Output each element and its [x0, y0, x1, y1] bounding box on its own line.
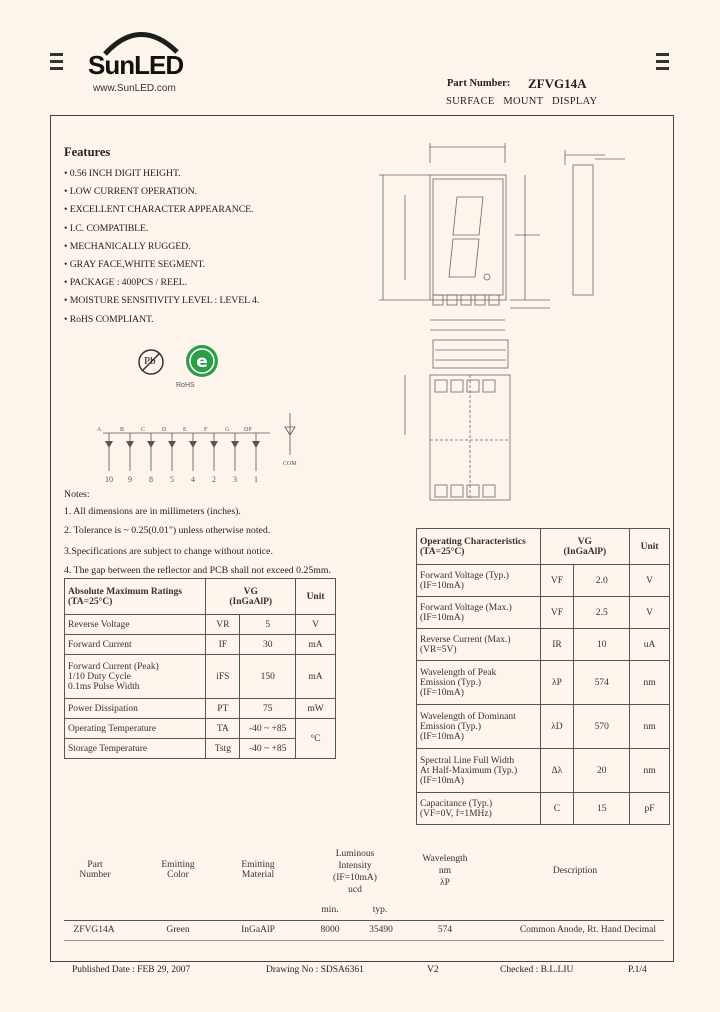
logo-url[interactable]: www.SunLED.com: [93, 83, 176, 94]
row-typ: 35490: [369, 925, 393, 935]
selection-bottom-line: [64, 940, 664, 941]
svg-text:e: e: [196, 352, 208, 372]
row-min: 8000: [320, 925, 340, 935]
row-color: Green: [166, 925, 190, 935]
rohs-icon: [184, 343, 220, 379]
table-row: Capacitance (Typ.) (VF=0V, f=1MHz) C 15 pF: [417, 793, 670, 825]
table-row: Forward Current IF 30 mA: [65, 635, 336, 655]
row-part: ZFVG14A: [73, 925, 115, 935]
table-row: Wavelength of Peak Emission (Typ.) (IF=10mA) λP 574 nm: [417, 661, 670, 705]
segment-label: D: [162, 427, 167, 433]
features-list: [64, 165, 364, 329]
abs-header-param: Absolute Maximum Ratings (TA=25°C): [65, 579, 206, 615]
row-material: InGaAlP: [241, 925, 275, 935]
table-row: Reverse Voltage VR 5 V: [65, 615, 336, 635]
pin-label: 4: [191, 475, 195, 484]
op-header-unit: Unit: [630, 529, 670, 565]
version: V2: [427, 965, 439, 975]
table-row: Wavelength of Dominant Emission (Typ.) (IF=10mA) λD 570 nm: [417, 705, 670, 749]
col-emitting-color: Emitting Color: [161, 860, 195, 880]
features-title: Features: [64, 145, 111, 159]
drawing-number: Drawing No : SDSA6361: [266, 965, 364, 975]
rohs-caption: RoHS: [176, 382, 195, 389]
segment-label: C: [141, 427, 146, 433]
col-typ: typ.: [372, 905, 388, 915]
selection-divider: [64, 920, 664, 921]
pin-label: 9: [128, 475, 132, 484]
table-row: Operating Temperature TA -40 ~ +85 °C: [65, 719, 336, 739]
corner-bars-right: [656, 53, 669, 74]
lead-free-icon: [136, 347, 166, 377]
notes-block: [64, 488, 364, 580]
feature-item: • 0.56 INCH DIGIT HEIGHT.: [64, 168, 181, 179]
feature-item: • EXCELLENT CHARACTER APPEARANCE.: [64, 204, 254, 216]
notes-title: Notes:: [64, 489, 90, 500]
published-date: Published Date : FEB 29, 2007: [72, 965, 191, 975]
internal-circuit-diagram: [95, 405, 305, 485]
logo-text: SunLED: [88, 50, 184, 80]
pin-label: 5: [170, 475, 174, 484]
pb-label: Pb: [144, 355, 156, 367]
pin-label: 3: [233, 475, 237, 484]
abs-header-vg: VG (InGaAlP): [206, 579, 296, 615]
operating-characteristics-table: [416, 528, 670, 825]
table-row: Power Dissipation PT 75 mW: [65, 699, 336, 719]
row-description: Common Anode, Rt. Hand Decimal: [519, 925, 656, 935]
col-luminous-intensity: Luminous Intensity (IF=10mA) ucd: [333, 849, 377, 895]
corner-bars-left: [50, 53, 63, 74]
pin-label: 8: [149, 475, 153, 484]
note-item: 3.Specifications are subject to change without notice.: [64, 546, 273, 557]
op-header-vg: VG (InGaAlP): [540, 529, 630, 565]
feature-item: • LOW CURRENT OPERATION.: [64, 186, 197, 198]
feature-item: • GRAY FACE,WHITE SEGMENT.: [64, 259, 205, 271]
segment-label: A: [97, 427, 102, 433]
table-row: Reverse Current (Max.) (VR=5V) IR 10 uA: [417, 629, 670, 661]
table-row: Forward Current (Peak) 1/10 Duty Cycle 0.1ms Pulse Width iFS 150 mA: [65, 655, 336, 699]
table-row: Forward Voltage (Max.) (IF=10mA) VF 2.5 V: [417, 597, 670, 629]
segment-label: E: [183, 427, 187, 433]
table-row: Spectral Line Full Width At Half-Maximum (Typ.) (IF=10mA) Δλ 20 nm: [417, 749, 670, 793]
feature-item: • PACKAGE : 400PCS / REEL.: [64, 277, 187, 289]
segment-label: DP: [244, 427, 252, 433]
feature-item: • MOISTURE SENSITIVITY LEVEL : LEVEL 4.: [64, 295, 260, 307]
com-label: COM: [283, 461, 297, 467]
package-dimension-drawing: [375, 135, 665, 520]
feature-item: • MECHANICALLY RUGGED.: [64, 240, 191, 252]
pin-label: 10: [105, 475, 113, 484]
abs-header-unit: Unit: [296, 579, 336, 615]
feature-item: • RoHS COMPLIANT.: [64, 313, 154, 325]
checked-by: Checked : B.L.LIU: [500, 965, 574, 975]
product-type: SURFACE MOUNT DISPLAY: [446, 96, 598, 107]
table-row: Forward Voltage (Typ.) (IF=10mA) VF 2.0 V: [417, 565, 670, 597]
pin-label: 1: [254, 475, 258, 484]
col-wavelength: Wavelength nm λP: [422, 854, 468, 888]
op-header-param: Operating Characteristics (TA=25°C): [417, 529, 541, 565]
note-item: 1. All dimensions are in millimeters (inches).: [64, 506, 241, 517]
table-row: Storage Temperature Tstg -40 ~ +85: [65, 739, 336, 759]
feature-item: • I.C. COMPATIBLE.: [64, 222, 149, 234]
part-number-label: Part Number:: [447, 78, 511, 89]
segment-label: B: [120, 427, 125, 433]
col-part-number: Part Number: [79, 860, 111, 880]
note-item: 4. The gap between the reflector and PCB shall not exceed 0.25mm.: [64, 565, 331, 576]
part-number: ZFVG14A: [528, 76, 587, 91]
page-number: P.1/4: [628, 965, 647, 975]
col-min: min.: [321, 905, 339, 915]
segment-label: G: [225, 427, 230, 433]
col-emitting-material: Emitting Material: [241, 860, 275, 880]
row-wavelength: 574: [437, 925, 453, 935]
sunled-logo: [85, 20, 195, 94]
note-item: 2. Tolerance is ~ 0.25(0.01") unless otherwise noted.: [64, 525, 271, 536]
segment-label: F: [204, 427, 208, 433]
col-description: Description: [552, 866, 598, 876]
pin-label: 2: [212, 475, 216, 484]
absolute-max-ratings-table: [64, 578, 336, 759]
